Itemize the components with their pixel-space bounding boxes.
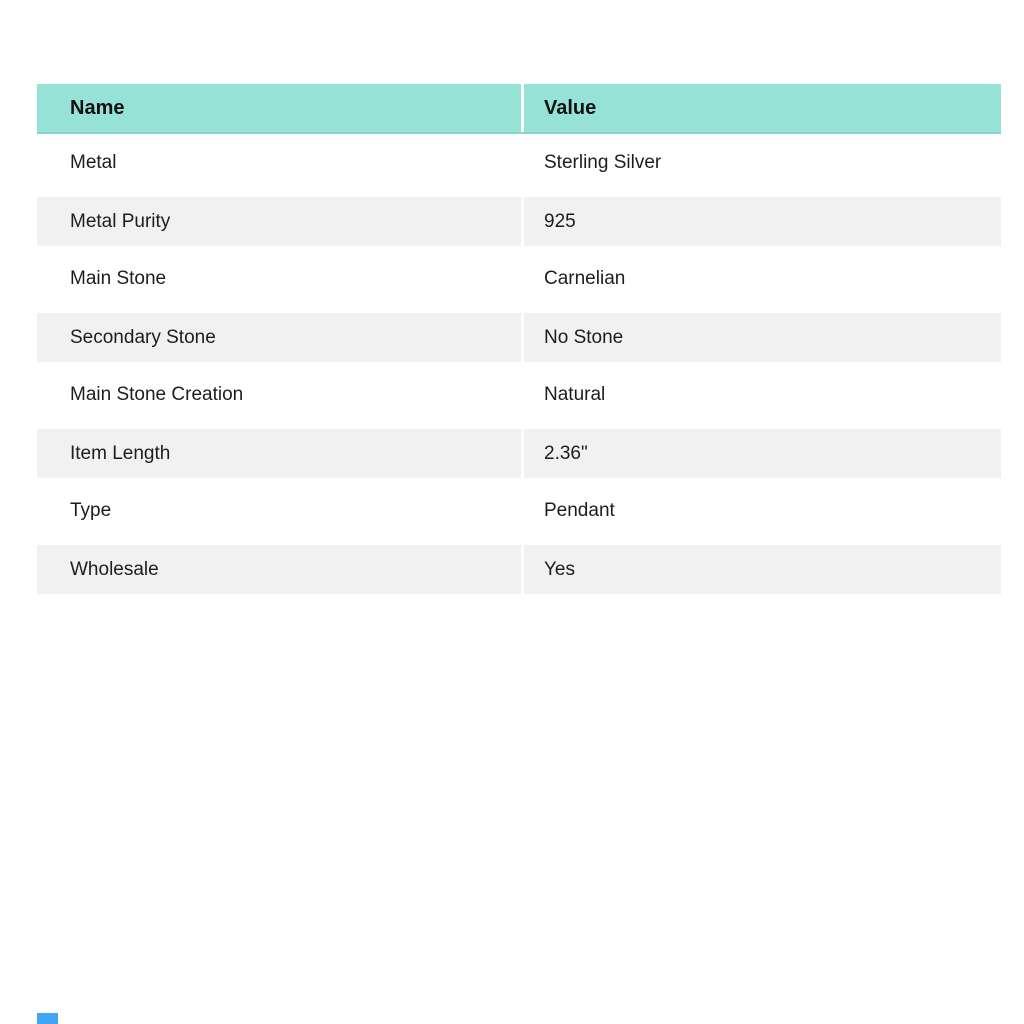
table-row <box>37 134 1001 192</box>
table-row <box>37 366 1001 424</box>
spec-name-cell: Main Stone Creation <box>37 366 524 424</box>
spec-value-cell: 2.36" <box>544 442 588 464</box>
column-header-value: Value <box>544 96 597 119</box>
spec-name-cell: Metal Purity <box>37 197 524 246</box>
spec-value-cell: Carnelian <box>544 268 626 289</box>
blue-corner-accent <box>37 1013 58 1024</box>
spec-value-cell: Sterling Silver <box>544 152 662 173</box>
table-row <box>37 308 1001 366</box>
spec-value-cell: Yes <box>544 558 575 580</box>
spec-value-cell: 925 <box>544 210 576 232</box>
spec-name-cell: Type <box>37 482 524 540</box>
table-header-row <box>37 84 1001 134</box>
table-body <box>37 134 1001 598</box>
table-row <box>37 540 1001 598</box>
spec-name-cell: Item Length <box>37 429 524 478</box>
table-row <box>37 424 1001 482</box>
spec-name-cell: Wholesale <box>37 545 524 594</box>
spec-value-cell: Natural <box>544 384 606 405</box>
item-specifics-table <box>37 84 1001 598</box>
column-header-name: Name <box>37 84 524 132</box>
spec-name-cell: Metal <box>37 134 524 192</box>
spec-name-cell: Main Stone <box>37 250 524 308</box>
spec-value-cell: Pendant <box>544 500 615 521</box>
spec-name-cell: Secondary Stone <box>37 313 524 362</box>
table-row <box>37 250 1001 308</box>
table-row <box>37 482 1001 540</box>
spec-value-cell: No Stone <box>544 326 624 348</box>
table-row <box>37 192 1001 250</box>
